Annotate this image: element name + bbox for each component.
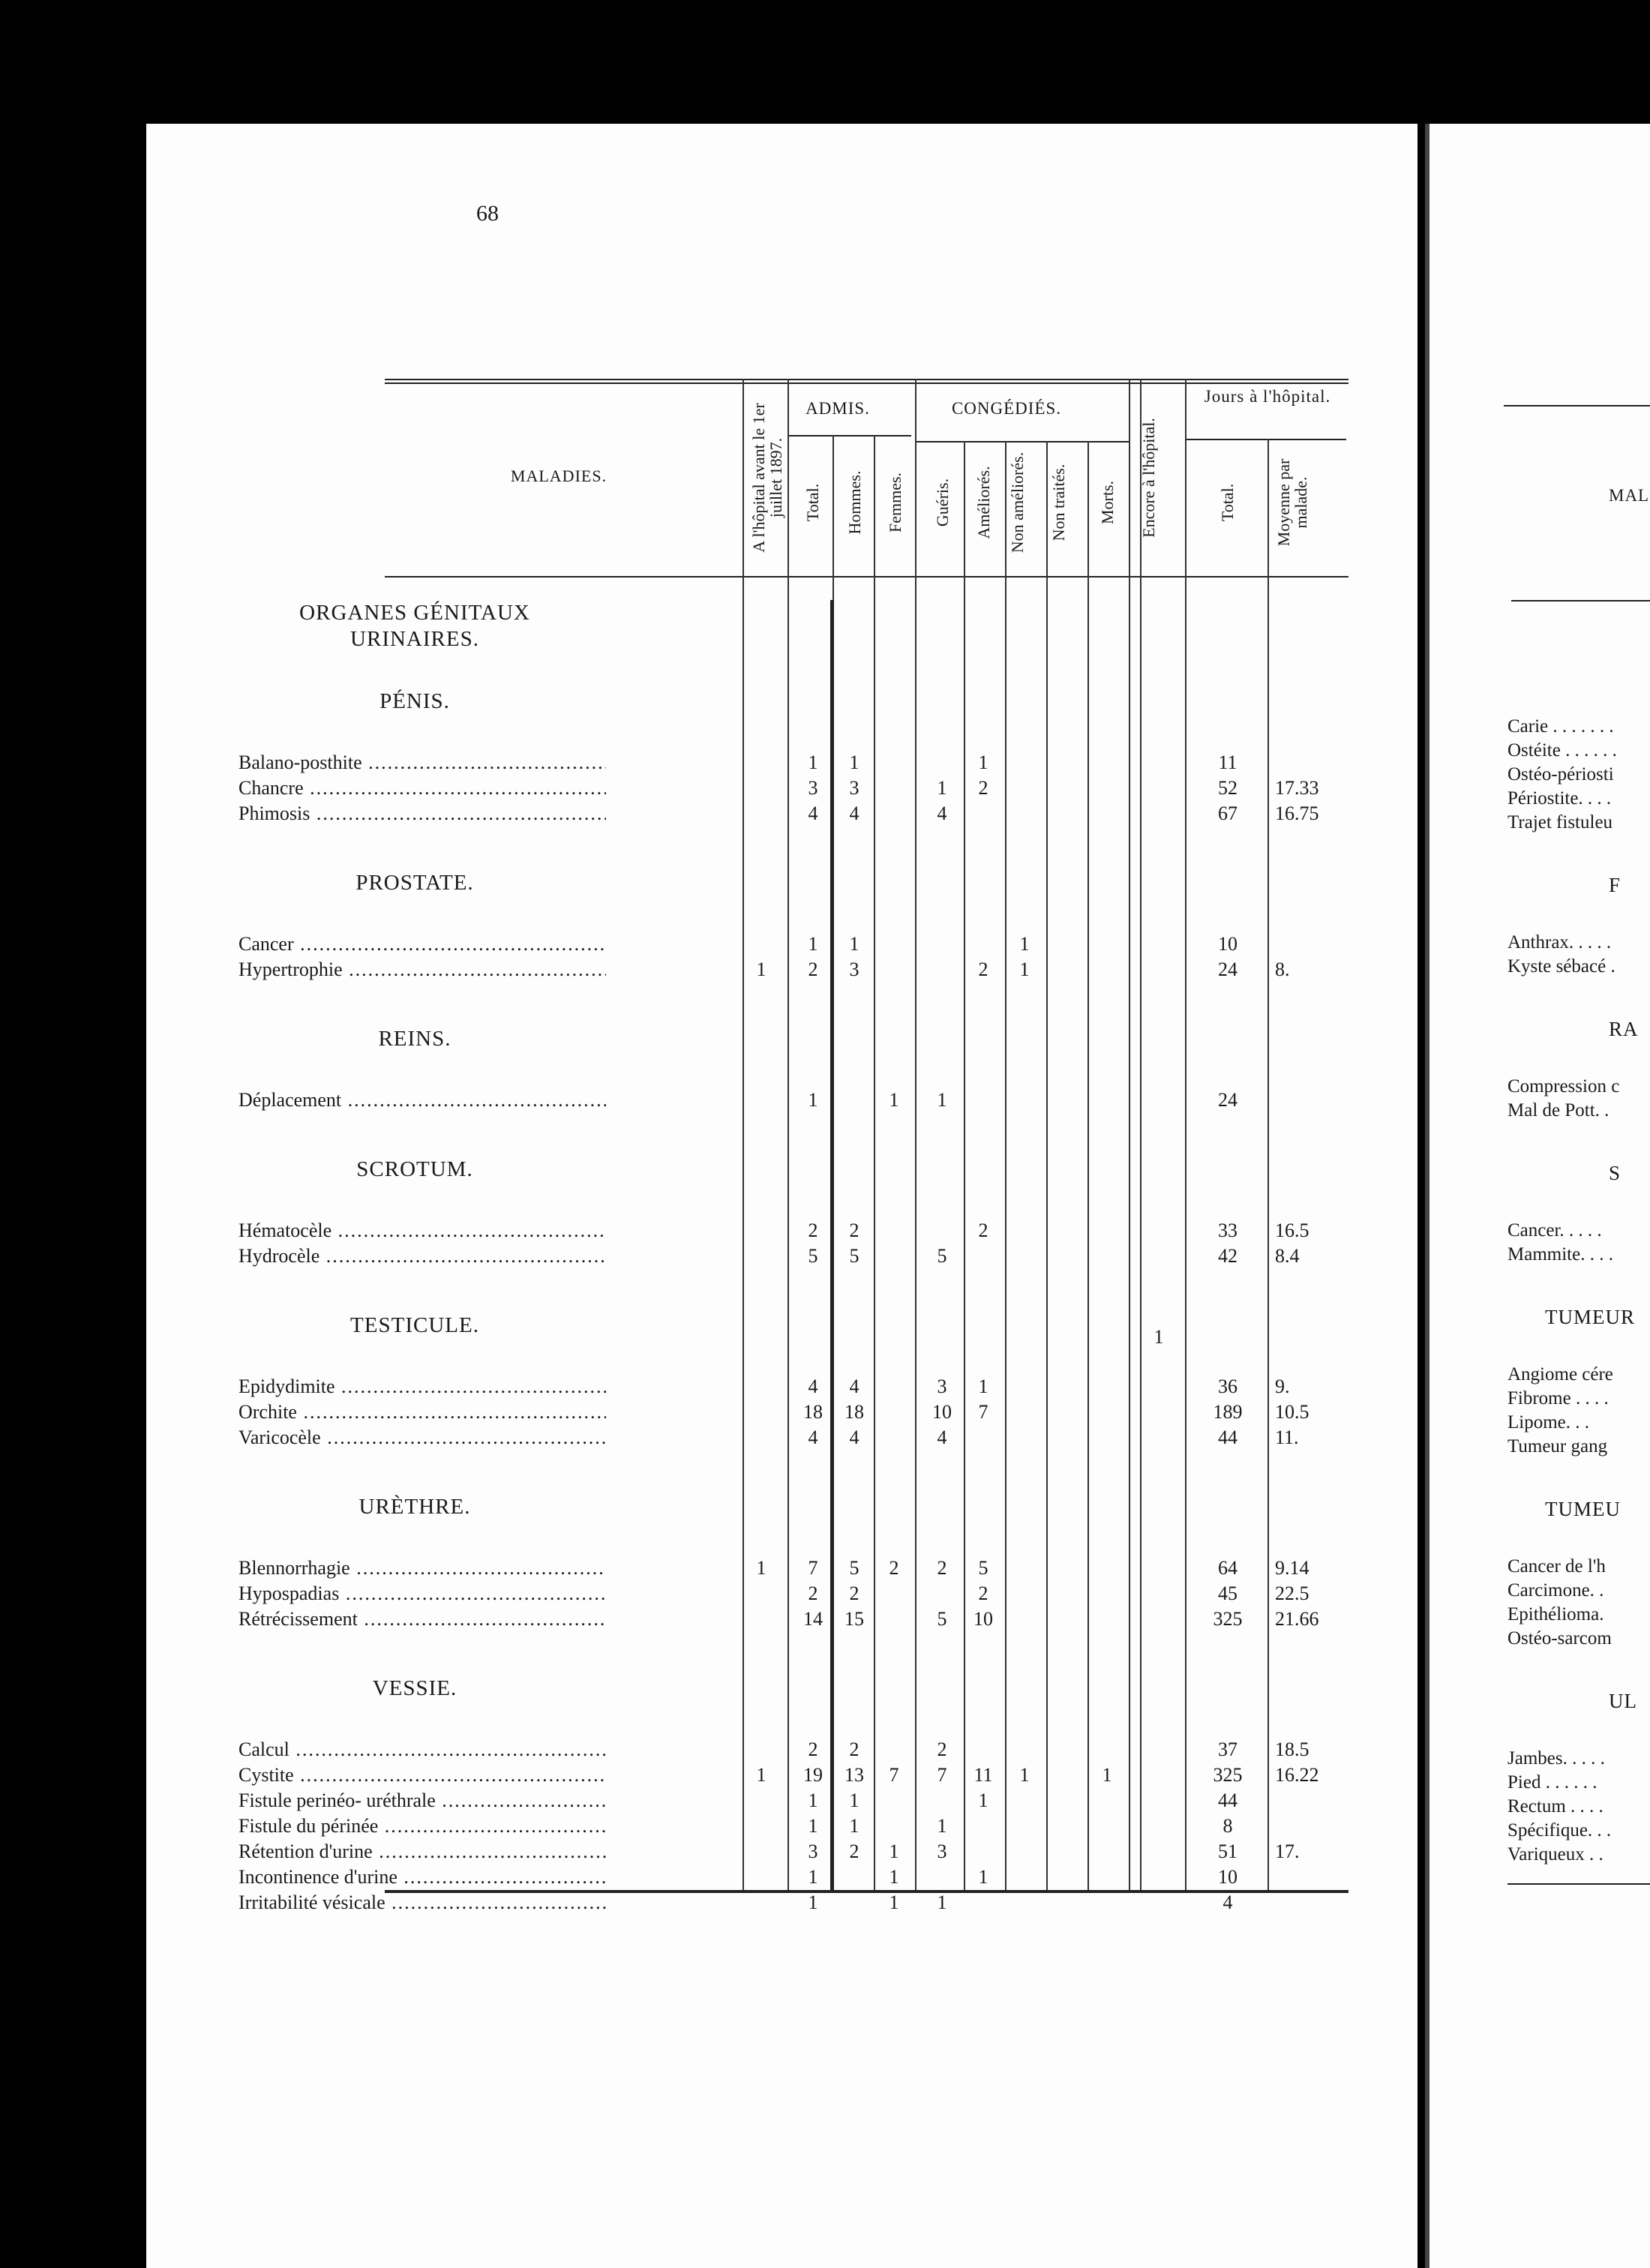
table-row [238,776,1348,801]
header-top-rule-2 [385,382,1348,384]
disease-name: Cystite ..... [238,1762,606,1788]
cell-total: 3 [808,1840,818,1862]
table-row [238,1839,1348,1864]
cell-total: 4 [808,1376,818,1397]
right-row-label: Ostéite . . . . . . [1508,740,1617,760]
cell-hommes: 4 [849,802,860,824]
cell-non-ameliores: 1 [1019,1764,1030,1786]
table-row [238,1762,1348,1788]
table-row [238,1864,1348,1890]
cell-jours: 37 [1218,1738,1238,1760]
cell-hommes: 1 [849,933,860,955]
main-section-title: ORGANES GÉNITAUX URINAIRES. [299,601,530,651]
cell-hommes: 18 [844,1401,864,1423]
right-row-label: Lipome. . . [1508,1412,1590,1432]
right-row-label: Carcimone. . [1508,1580,1604,1600]
column-rule [1185,379,1186,1890]
section-title: PROSTATE. [356,871,474,895]
column-rule [742,379,744,1890]
cell-jours: 24 [1218,1089,1238,1111]
right-page [1425,124,1650,2268]
cell-gueris: 1 [937,1815,947,1837]
table-row [238,1400,1348,1425]
disease-name: Incontinence d'urine ..... [238,1864,606,1890]
table-row [238,1244,1348,1269]
cell-moyenne: 8. [1275,958,1290,980]
cell-ameliores: 5 [978,1557,988,1579]
disease-name: Balano-posthite ..... [238,750,606,776]
right-row-label: Epithélioma. [1508,1604,1604,1624]
cell-non-ameliores: 1 [1019,958,1030,980]
cell-total: 2 [808,1220,818,1241]
cell-total: 14 [803,1608,823,1630]
right-section-title: RA [1609,1018,1639,1040]
cell-jours: 10 [1218,933,1238,955]
cell-gueris: 10 [932,1401,952,1423]
right-row-label: Kyste sébacé . [1508,956,1616,976]
column-rule [1129,379,1130,1890]
column-rule [964,441,965,1890]
cell-hommes: 3 [849,777,860,799]
section-title: PÉNIS. [380,689,450,713]
table-row [238,957,1348,982]
table-row [238,1737,1348,1762]
cell-hommes: 3 [849,958,860,980]
cell-hommes: 4 [849,1426,860,1448]
cell-hommes: 1 [849,1790,860,1811]
header-encore: Encore à l'hôpital. [1139,418,1158,538]
cell-ameliores: 11 [974,1764,993,1786]
cell-gueris: 3 [937,1376,947,1397]
header-before: A l'hôpital avant le 1er juillet 1897. [749,403,785,553]
cell-jours: 44 [1218,1426,1238,1448]
table-row [238,1606,1348,1632]
disease-name: Rétrécissement ..... [238,1606,606,1632]
header-admis: ADMIS. [806,399,870,418]
section-title: SCROTUM. [356,1157,473,1181]
cell-moyenne: 16.75 [1275,802,1319,824]
cell-jours: 189 [1213,1401,1243,1423]
cell-total: 18 [803,1401,823,1423]
cell-gueris: 4 [937,1426,947,1448]
cell-moyenne: 8.4 [1275,1245,1300,1267]
disease-name: Déplacement ..... [238,1088,606,1113]
cell-encore: 1 [1154,1326,1164,1348]
table-row [238,932,1348,957]
cell-femmes: 1 [889,1892,899,1913]
column-rule [788,379,789,1890]
cell-total: 1 [808,752,818,773]
cell-hommes: 2 [849,1738,860,1760]
column-rule [1268,439,1269,1890]
cell-moyenne: 9.14 [1275,1557,1310,1579]
disease-name: Chancre ..... [238,776,606,801]
cell-before: 1 [756,1764,766,1786]
cell-moyenne: 16.22 [1275,1764,1319,1786]
table-row [238,1581,1348,1606]
cell-total: 1 [808,1815,818,1837]
right-row-label: Variqueux . . [1508,1844,1604,1864]
cell-jours: 36 [1218,1376,1238,1397]
cell-hommes: 5 [849,1245,860,1267]
table-row [238,1374,1348,1400]
column-rule [915,379,916,1890]
right-row-label: Carie . . . . . . . [1508,716,1614,736]
right-row-label: Cancer. . . . . [1508,1220,1602,1240]
right-row-label: Spécifique. . . [1508,1820,1612,1840]
column-rule [1140,379,1142,1890]
cell-gueris: 7 [937,1764,947,1786]
jours-rule [1185,439,1346,440]
cell-moyenne: 18.5 [1275,1738,1310,1760]
cell-hommes: 15 [844,1608,864,1630]
table-row [238,1814,1348,1839]
right-section-title: TUMEUR [1545,1306,1635,1328]
cell-total: 5 [808,1245,818,1267]
cell-jours: 325 [1213,1764,1243,1786]
header-gueris: Guéris. [933,478,952,527]
disease-name: Fistule du périnée ..... [238,1814,606,1839]
header-non-ameliores: Non améliorés. [1008,452,1027,554]
cell-total: 7 [808,1557,818,1579]
admis-rule [788,435,911,436]
cell-ameliores: 2 [978,1220,988,1241]
cell-ameliores: 1 [978,1790,988,1811]
cell-jours: 64 [1218,1557,1238,1579]
cell-morts: 1 [1102,1764,1112,1786]
header-moyenne: Moyenne par malade. [1274,458,1310,547]
disease-name: Hydrocèle ..... [238,1244,606,1269]
table-row [238,1890,1348,1916]
cell-gueris: 4 [937,802,947,824]
right-header: MAL [1609,486,1650,505]
cell-jours: 33 [1218,1220,1238,1241]
right-row-label: Rectum . . . . [1508,1796,1604,1816]
cell-hommes: 4 [849,1376,860,1397]
cell-moyenne: 11. [1275,1426,1299,1448]
cell-ameliores: 10 [974,1608,993,1630]
disease-name: Calcul ..... [238,1737,606,1762]
cell-before: 1 [756,958,766,980]
right-bottom-rule [1508,1883,1650,1885]
cell-jours: 67 [1218,802,1238,824]
cell-hommes: 2 [849,1840,860,1862]
table-row [238,801,1348,826]
cell-total: 3 [808,777,818,799]
right-section-title: F [1609,874,1622,896]
cell-femmes: 1 [889,1840,899,1862]
right-top-rule [1504,405,1650,406]
cell-moyenne: 10.5 [1275,1401,1310,1423]
cell-ameliores: 1 [978,1376,988,1397]
header-bottom-rule [385,576,1348,578]
cell-gueris: 2 [937,1738,947,1760]
header-jours: Jours à l'hôpital. [1204,387,1331,406]
table-row [238,750,1348,776]
cell-gueris: 5 [937,1608,947,1630]
right-row-label: Angiome cére [1508,1364,1613,1384]
disease-name: Epidydimite ..... [238,1374,606,1400]
cell-moyenne: 21.66 [1275,1608,1319,1630]
cell-gueris: 1 [937,777,947,799]
cell-gueris: 3 [937,1840,947,1862]
cell-ameliores: 2 [978,1582,988,1604]
header-top-rule [385,379,1348,380]
cell-ameliores: 2 [978,958,988,980]
cell-jours: 52 [1218,777,1238,799]
header-non-traites: Non traités. [1049,464,1068,542]
cell-moyenne: 16.5 [1275,1220,1310,1241]
cell-ameliores: 1 [978,1866,988,1888]
cell-total: 2 [808,1582,818,1604]
cell-total: 2 [808,958,818,980]
cell-femmes: 1 [889,1866,899,1888]
disease-name: Irritabilité vésicale ..... [238,1890,606,1916]
cell-jours: 44 [1218,1790,1238,1811]
section-title: REINS. [378,1027,452,1051]
table-row [238,1218,1348,1244]
right-row-label: Mammite. . . . [1508,1244,1613,1264]
right-row-label: Mal de Pott. . [1508,1100,1610,1120]
cell-jours: 4 [1222,1892,1233,1913]
header-admis-hommes: Hommes. [845,470,864,535]
right-row-label: Ostéo-sarcom [1508,1628,1612,1648]
column-rule [1005,441,1006,1890]
cell-ameliores: 1 [978,752,988,773]
cell-total: 1 [808,1089,818,1111]
disease-name: Cancer ..... [238,932,606,957]
right-row-label: Jambes. . . . . [1508,1748,1605,1768]
right-row-label: Pied . . . . . . [1508,1772,1598,1792]
cell-femmes: 2 [889,1557,899,1579]
table-row [238,1556,1348,1581]
cell-total: 1 [808,1866,818,1888]
cell-ameliores: 7 [978,1401,988,1423]
disease-name: Rétention d'urine ..... [238,1839,606,1864]
cell-gueris: 5 [937,1245,947,1267]
disease-name: Hypertrophie ..... [238,957,606,982]
cell-moyenne: 17.33 [1275,777,1319,799]
cell-femmes: 7 [889,1764,899,1786]
column-rule [874,435,875,1890]
cell-gueris: 2 [937,1557,947,1579]
right-row-label: Cancer de l'h [1508,1556,1606,1576]
disease-name: Hypospadias ..... [238,1581,606,1606]
cell-gueris: 1 [937,1089,947,1111]
cell-moyenne: 17. [1275,1840,1300,1862]
cell-hommes: 1 [849,1815,860,1837]
cell-jours: 24 [1218,958,1238,980]
section-title: TESTICULE. [350,1313,479,1337]
disease-name: Hématocèle ..... [238,1218,606,1244]
right-row-label: Fibrome . . . . [1508,1388,1609,1408]
cell-hommes: 13 [844,1764,864,1786]
cell-total: 4 [808,802,818,824]
right-row-label: Tumeur gang [1508,1436,1608,1456]
cell-hommes: 1 [849,752,860,773]
column-rule [1046,441,1048,1890]
right-row-label: Ostéo-périosti [1508,764,1614,784]
cell-jours: 42 [1218,1245,1238,1267]
right-section-title: UL [1609,1690,1637,1712]
cell-total: 1 [808,1892,818,1913]
header-admis-femmes: Femmes. [886,472,904,533]
page-number: 68 [476,201,499,226]
cell-hommes: 5 [849,1557,860,1579]
right-section-title: S [1609,1162,1622,1184]
cell-total: 1 [808,933,818,955]
cell-moyenne: 22.5 [1275,1582,1310,1604]
disease-name: Phimosis ..... [238,801,606,826]
disease-name: Fistule perinéo- uréthrale ..... [238,1788,606,1814]
header-ameliores: Améliorés. [974,466,993,539]
cell-hommes: 2 [849,1220,860,1241]
column-rule [1088,441,1089,1890]
header-congedies: CONGÉDIÉS. [951,399,1062,418]
disease-name: Orchite ..... [238,1400,606,1425]
right-row-label: Trajet fistuleu [1508,812,1613,832]
table-row [238,1088,1348,1113]
cell-jours: 11 [1218,752,1238,773]
header-admis-total: Total. [803,483,822,522]
cell-jours: 8 [1222,1815,1233,1837]
right-row-label: Périostite. . . . [1508,788,1612,808]
cell-before: 1 [756,1557,766,1579]
section-title: VESSIE. [372,1676,458,1700]
cell-jours: 325 [1213,1608,1243,1630]
disease-name: Blennorrhagie ..... [238,1556,606,1581]
cell-total: 19 [803,1764,823,1786]
cell-gueris: 1 [937,1892,947,1913]
right-section-title: TUMEU [1545,1498,1621,1520]
cell-jours: 45 [1218,1582,1238,1604]
cell-ameliores: 2 [978,777,988,799]
disease-name: Varicocèle ..... [238,1425,606,1450]
header-morts: Morts. [1098,480,1117,525]
cell-moyenne: 9. [1275,1376,1290,1397]
right-row-label: Anthrax. . . . . [1508,932,1612,952]
header-maladies: MALADIES. [510,466,608,485]
cell-total: 4 [808,1426,818,1448]
table-row [238,1425,1348,1450]
cell-non-ameliores: 1 [1019,933,1030,955]
cell-total: 1 [808,1790,818,1811]
cell-femmes: 1 [889,1089,899,1111]
cell-total: 2 [808,1738,818,1760]
cell-jours: 10 [1218,1866,1238,1888]
section-title: URÈTHRE. [358,1495,471,1519]
right-row-label: Compression c [1508,1076,1620,1096]
right-header-rule [1511,600,1650,602]
cell-hommes: 2 [849,1582,860,1604]
table-row [238,1788,1348,1814]
header-jours-total: Total. [1218,483,1237,522]
cell-jours: 51 [1218,1840,1238,1862]
